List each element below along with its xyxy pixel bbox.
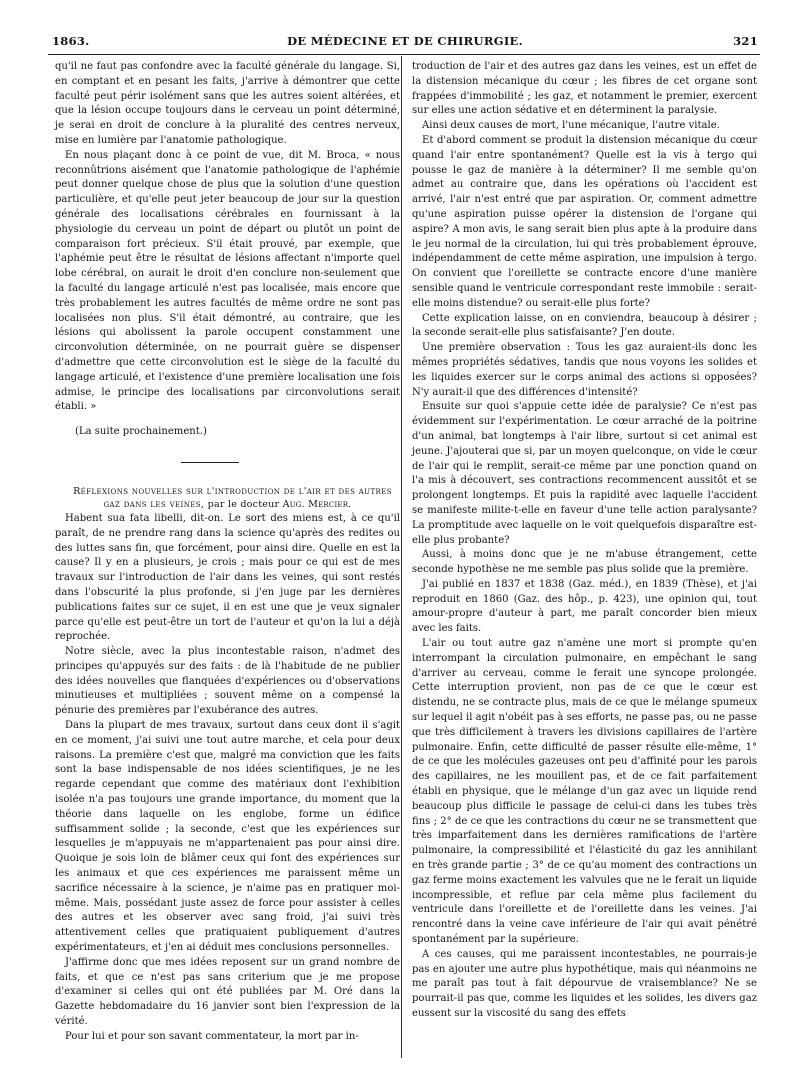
paragraph: Aussi, à moins donc que je ne m'abuse étrangement, cette seconde hypothèse ne me semble pas plus solide que la première.	[412, 549, 757, 576]
article-author: Aug. Mercier.	[282, 499, 352, 511]
right-column	[412, 60, 757, 1022]
paragraph: Une première observation : Tous les gaz auraient-ils donc les mêmes propriétés sédatives, tandis que nous voyons les solides et les liquides exercer sur le corps animal des actions si opposées? N'y aurait-il que des différences d'intensité?	[412, 342, 757, 398]
paragraph: L'air ou tout autre gaz n'amène une mort si prompte qu'en interrompant la circulation pulmonaire, en empêchant le sang d'arriver au cerveau, comme le ferait une syncope prolongée. Cette interruption provient, non pas de ce que le cœur est distendu, ne se contracte plus, mais de ce que le mélange spumeux sur lequel il agit n'obéit pas à ses efforts, ne passe pas, ou ne passe que très difficilement à travers les divisions capillaires de l'artère pulmonaire. Enfin, cette difficulté de passer résulte elle-même, 1° de ce que les molécules gazeuses ont peu d'affinité pour les parois des capillaires, ne les mouillent pas, et de ce fait parfaitement établi en physique, que le mélange d'un gaz avec un liquide rend beaucoup plus difficile le passage de celui-ci dans les tubes très fins ; 2° de ce que les contractions du cœur ne se transmettent que très imparfaitement dans les dernières ramifications de l'artère pulmonaire, la compressibilité et l'élasticité du gaz les annihilant en très grande partie ; 3° de ce qu'au moment des contractions un gaz ferme moins exactement les valvules que ne le ferait un liquide incompressible, et reflue par cela même plus facilement du ventricule dans l'oreillette et de l'oreillette dans les veines. J'ai rencontré dans la veine cave inférieure de l'air qui avait pénétré spontanément par la supérieure.	[412, 638, 757, 946]
paragraph: qu'il ne faut pas confondre avec la faculté générale du langage. Si, en comptant et en pesant les faits, j'arrive à démontrer que cette faculté peut périr isolément sans que les autres soient altérées, et que la lésion occupe toujours dans le cerveau un point déterminé, je serai en droit de conclure à la pluralité des centres nerveux, mise en lumière par l'anatomie pathologique.	[55, 61, 400, 146]
paragraph: Dans la plupart de mes travaux, surtout dans ceux dont il s'agit en ce moment, j'ai suivi une tout autre marche, et cela pour deux raisons. La première c'est que, malgré ma conviction que les faits sont la base indispensable de nos idées scientifiques, je ne les regarde cependant que comme des matériaux dont l'exhibition isolée n'a pas toujours une grande importance, du moment que la théorie dans laquelle on les englobe, forme un édifice suffisamment solide ; la seconde, c'est que les expériences sur lesquelles je m'appuyais ne m'appartenaient pas pour ainsi dire. Quoique je sois loin de blâmer ceux qui font des expériences sur les animaux et que ces expériences me paraissent même un sacrifice nécessaire à la science, je n'aime pas en pratiquer moi-même. Mais, possédant juste assez de force pour assister à celles des autres et les observer avec sang froid, j'ai suivi très attentivement celles que pratiquaient publiquement d'autres expérimentateurs, et j'en ai déduit mes conclusions personnelles.	[55, 720, 400, 954]
paragraph: troduction de l'air et des autres gaz dans les veines, est un effet de la distension mécanique du cœur ; les fibres de cet organe sont frappées d'immobilité ; les gaz, et notamment le premier, exercent sur elles une action sédative et en déterminent la paralysie.	[412, 61, 757, 117]
paragraph: Cette explication laisse, on en conviendra, beaucoup à désirer ; la seconde serait-elle plus satisfaisante? J'en doute.	[412, 312, 757, 339]
header-rule	[48, 54, 760, 55]
continuation-note: (La suite prochainement.)	[75, 426, 207, 438]
paragraph: Ensuite sur quoi s'appuie cette idée de paralysie? Ce n'est pas évidemment sur l'expérimentation. Le cœur arraché de la poitrine d'un animal, bat longtemps à l'air libre, surtout si cet animal est jeune. J'ajouterai que si, par un moyen quelconque, on vide le cœur de l'air qui le remplit, serait-ce même par une ponction quand on l'a mis à découvert, ses contractions recommencent aussitôt et se prolongent longtemps. Et puis la rapidité avec laquelle l'accident se manifeste milite-t-elle en faveur d'une telle action paralysante? La promptitude avec laquelle on le voit quelquefois disparaître est-elle plus probante?	[412, 401, 757, 546]
running-header	[52, 34, 758, 52]
paragraph: Pour lui et pour son savant commentateur, la mort par in-	[65, 1030, 359, 1042]
paragraph: Habent sua fata libelli, dit-on. Le sort des miens est, à ce qu'il paraît, de ne prendre rang dans la science qu'après des redites ou des luttes sans fin, que forcément, pour ainsi dire. Quelle en est la cause? Il y en a plusieurs, je crois ; mais pour ce qui est de mes travaux sur l'introduction de l'air dans les veines, qui sont restés dans l'obscurité la plus profonde, si j'en juge par les dernières publications faites sur ce sujet, il en est une que je veux signaler parce qu'elle est peut-être un tort de l'auteur et qu'on la lui a déjà reprochée.	[55, 512, 400, 643]
left-column	[55, 60, 400, 1045]
paragraph: J'ai publié en 1837 et 1838 (Gaz. méd.), en 1839 (Thèse), et j'ai reproduit en 1860 (Gaz. des hôp., p. 423), une opinion qui, tout amour-propre d'auteur à part, me paraît concorder bien mieux avec les faits.	[412, 578, 757, 635]
paragraph: En nous plaçant donc à ce point de vue, dit M. Broca, « nous reconnûtrions aisément que l'anatomie pathologique de l'aphémie peut donner quelque chose de plus que la solution d'une question particulière, et qu'elle peut jeter beaucoup de jour sur la question générale des localisations cérébrales en fournissant à la physiologie du cerveau un point de départ ou plutôt un point de comparaison fort précieux. S'il était prouvé, par exemple, que l'aphémie peut être le résultat de lésions affectant n'importe quel lobe cérébral, on aurait le droit d'en conclure non-seulement que la faculté du langage articulé n'est pas localisée, mais encore que très probablement les autres facultés de même ordre ne sont pas localisées non plus. S'il était démontré, au contraire, que les lésions qui abolissent la parole occupent constamment une circonvolution déterminée, on ne pourrait guère se dispenser d'admettre que cette circonvolution est le siège de la faculté du langage articulé, et l'existence d'une première localisation une fois admise, le principe des localisations par circonvolutions serait établi. »	[55, 149, 400, 413]
article-title-text: Réflexions nouvelles sur l'introduction de l'air et des autres gaz dans les veines,	[73, 485, 392, 511]
paragraph: A ces causes, qui me paraissent incontestables, ne pourrais-je pas en ajouter une autre plus hypothétique, mais qui néanmoins ne me paraît pas tout à fait dépourvue de vraisemblance? Ne se pourrait-il pas que, comme les liquides et les solides, les divers gaz eussent sur la viscosité du sang des effets	[412, 948, 757, 1019]
page-number: 321	[733, 34, 758, 48]
section-separator	[181, 462, 239, 463]
column-divider	[401, 56, 402, 1058]
paragraph: J'affirme donc que mes idées reposent sur un grand nombre de faits, et que ce n'est pas sans criterium que je me propose d'examiner si celles qui ont été publiées par M. Oré dans la Gazette hebdomadaire du 16 janvier sont bien l'expression de la vérité.	[55, 956, 400, 1028]
paragraph: Notre siècle, avec la plus incontestable raison, n'admet des principes qu'appuyés sur des faits : de là l'habitude de ne publier des idées nouvelles que flanquées d'expériences ou d'observations minutieuses et multipliées ; souvent même on a compensé la pénurie des premières par l'exubérance des autres.	[55, 646, 400, 717]
paragraph: Ainsi deux causes de mort, l'une mécanique, l'autre vitale.	[422, 120, 720, 132]
paragraph: Et d'abord comment se produit la distension mécanique du cœur quand l'air entre spontanément? Quelle est la vis à tergo qui pousse le gaz de manière à la déterminer? Il me semble qu'on admet au contraire que, dans les opérations où l'accident est arrivé, l'air n'est entré que par aspiration. Or, comment admettre qu'une aspiration puisse opérer la distension de l'organe qui aspire? A mon avis, le sang serait bien plus apte à la produire dans le jeu normal de la circulation, lui qui très probablement éprouve, indépendamment de cette même aspiration, une impulsion à tergo. On convient que l'oreillette se contracte encore d'une manière sensible quand le ventricule correspondant reste immobile : serait-elle moins distendue? ou serait-elle plus forte?	[412, 134, 757, 309]
article-title-by: par le docteur	[207, 499, 280, 511]
header-journal-title: DE MÉDECINE ET DE CHIRURGIE.	[287, 34, 523, 48]
header-year: 1863.	[52, 34, 90, 48]
article-title	[55, 485, 400, 512]
